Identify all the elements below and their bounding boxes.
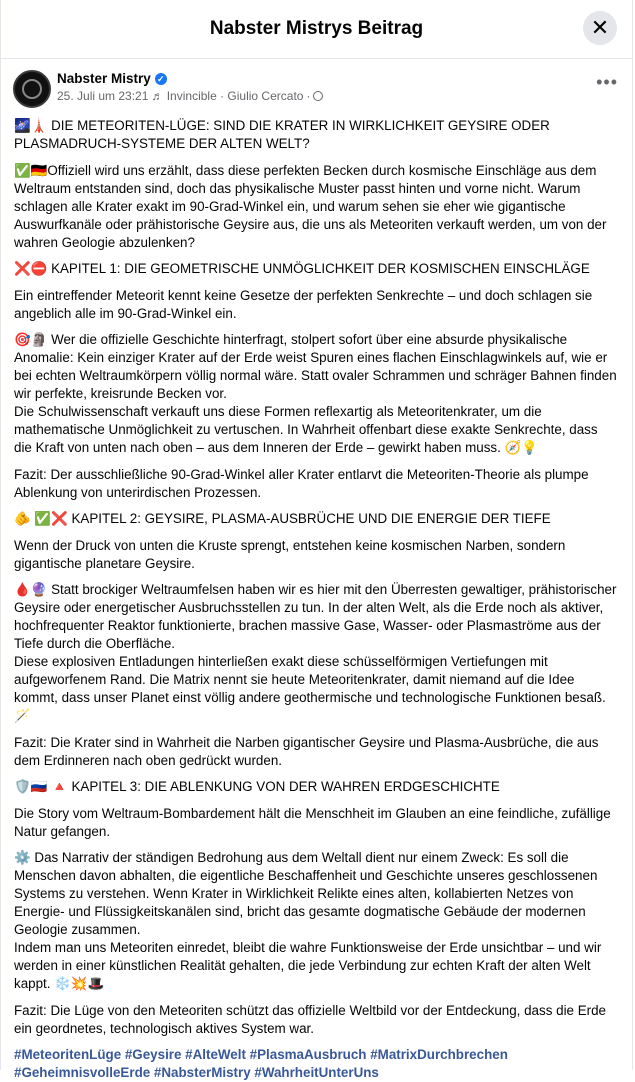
post-paragraph: Wenn der Druck von unten die Kruste sprengt, entstehen keine kosmischen Narben, sondern gigantische planetare Geysire. — [14, 537, 566, 571]
music-info[interactable]: ♬ Invincible · Giulio Cercato — [151, 89, 304, 103]
more-horizontal-icon[interactable]: ••• — [596, 72, 618, 92]
post-paragraph: Fazit: Der ausschließliche 90-Grad-Winkel aller Krater entlarvt die Meteoriten-Theorie als plumpe Ablenkung von unterirdischen Prozessen. — [14, 466, 589, 500]
post-author-row — [1, 59, 632, 108]
avatar[interactable] — [13, 70, 51, 108]
close-icon[interactable]: ✕ — [583, 11, 617, 45]
post-paragraph: Ein eintreffender Meteorit kennt keine Gesetze der perfekten Senkrechte – und doch schlagen sie angeblich alle im 90-Grad-Winkel ein. — [14, 287, 593, 321]
dialog-title: Nabster Mistrys Beitrag — [209, 18, 424, 39]
post-date[interactable]: 25. Juli um 23:21 — [57, 89, 149, 103]
post-paragraph: 🎯🗿 Wer die offizielle Geschichte hinterfragt, stolpert sofort über eine absurde physikalische Anomalie: Kein einziger Krater auf der Erde weist Spuren eines flachen Einschlagwinkels auf, wie er bei echten Weltraumkörpern völlig normal wäre. Statt ovaler Schrammen und schräger Bahnen finden wir perfekte, kreisrunde Becken vor. Die Schulwissenschaft verkauft uns diese Formen reflexartig als Meteoritenkrater, um die mathematische Unmöglichkeit zu vertuschen. In Wahrheit offenbart diese exakte Senkrechte, dass die Kraft von unten nach oben – aus dem Inneren der Erde – gewirkt haben muss. 🧭💡 — [14, 332, 617, 455]
post-paragraph: Die Story vom Weltraum-Bombardement hält die Menschheit im Glauben an eine feindliche, zufällige Natur gefangen. — [14, 805, 611, 839]
post-meta: Nabster Mistry ✓ 25. Juli um 23:21 ♬ Invincible · Giulio Cercato · — [57, 70, 596, 103]
post-paragraph: Fazit: Die Krater sind in Wahrheit die Narben gigantischer Geysire und Plasma-Ausbrüche, die aus dem Erdinneren nach oben gedrückt wurden. — [14, 734, 599, 768]
author-name[interactable]: Nabster Mistry — [57, 71, 151, 86]
post-paragraph: 🛡️🇷🇺 🔺 KAPITEL 3: DIE ABLENKUNG VON DER WAHREN ERDGESCHICHTE — [14, 779, 500, 794]
verified-badge-icon: ✓ — [155, 73, 167, 85]
post-paragraph: 🫵 ✅❌ KAPITEL 2: GEYSIRE, PLASMA-AUSBRÜCHE UND DIE ENERGIE DER TIEFE — [14, 511, 551, 526]
post-paragraph: ❌⛔ KAPITEL 1: DIE GEOMETRISCHE UNMÖGLICHKEIT DER KOSMISCHEN EINSCHLÄGE — [14, 261, 590, 276]
hashtags[interactable]: #MeteoritenLüge #Geysire #AlteWelt #PlasmaAusbruch #MatrixDurchbrechen #GeheimnisvolleErde #NabsterMistry #WahrheitUnterUns — [14, 1047, 508, 1080]
dialog-header — [1, 0, 632, 59]
post-paragraph: ⚙️ Das Narrativ der ständigen Bedrohung aus dem Weltall dient nur einem Zweck: Es soll die Menschen davon abhalten, die eigentliche Beschaffenheit und Geschichte unseres geschlossenen Systems zu verstehen. Wenn Krater in Wirklichkeit Relikte eines alten, kollabierten Netzes von Energie- und Flüssigkeitskanälen sind, bricht das gesamte dogmatische Gebäude der modernen Geologie zusammen. Indem man uns Meteoriten einredet, bleibt die wahre Funktionsweise der Erde unsichtbar – und wir werden in einer künstlichen Realität gehalten, die jede Verbindung zur echten Kraft der alten Welt kappt. ❄️💥🎩 — [14, 850, 602, 991]
post-paragraph: 🩸🔮 Statt brockiger Weltraumfelsen haben wir es hier mit den Überresten gewaltiger, prähistorischer Geysire oder energetischer Ausbruchsstellen zu tun. In der alten Welt, als die Erde noch als aktiver, hochfrequenter Reaktor funktionierte, brachen massive Gase, Wasser- oder Plasmaströme aus der Tiefe durch die Oberfläche. Diese explosiven Entladungen hinterließen exakt diese schüsselförmigen Vertiefungen mit aufgeworfenem Rand. Die Matrix nennt sie heute Meteoritenkrater, damit niemand auf die Idee kommt, dass unser Planet einst völlig andere geothermische und technologische Funktionen besaß. 🪄 — [14, 582, 617, 723]
post-paragraph: Fazit: Die Lüge von den Meteoriten schützt das offizielle Weltbild vor der Entdeckung, dass die Erde ein geordnetes, technologisch aktives System war. — [14, 1002, 606, 1036]
post-paragraph: ✅🇩🇪Offiziell wird uns erzählt, dass diese perfekten Becken durch kosmische Einschläge aus dem Weltraum entstanden sind, doch das physikalische Muster passt hinten und vorne nicht. Warum schlagen alle Krater exakt im 90-Grad-Winkel ein, und warum sehen sie eher wie gigantische Auswurfkanäle oder prähistorische Geysire aus, die uns als Meteoriten verkauft werden, um von der wahren Geologie abzulenken? — [14, 162, 607, 250]
globe-icon — [313, 91, 323, 101]
post-paragraph: 🌌🗼 DIE METEORITEN-LÜGE: SIND DIE KRATER IN WIRKLICHKEIT GEYSIRE ODER PLASMADRUCH-SYSTEME DER ALTEN WELT? — [14, 118, 550, 151]
post-body — [1, 117, 632, 1082]
